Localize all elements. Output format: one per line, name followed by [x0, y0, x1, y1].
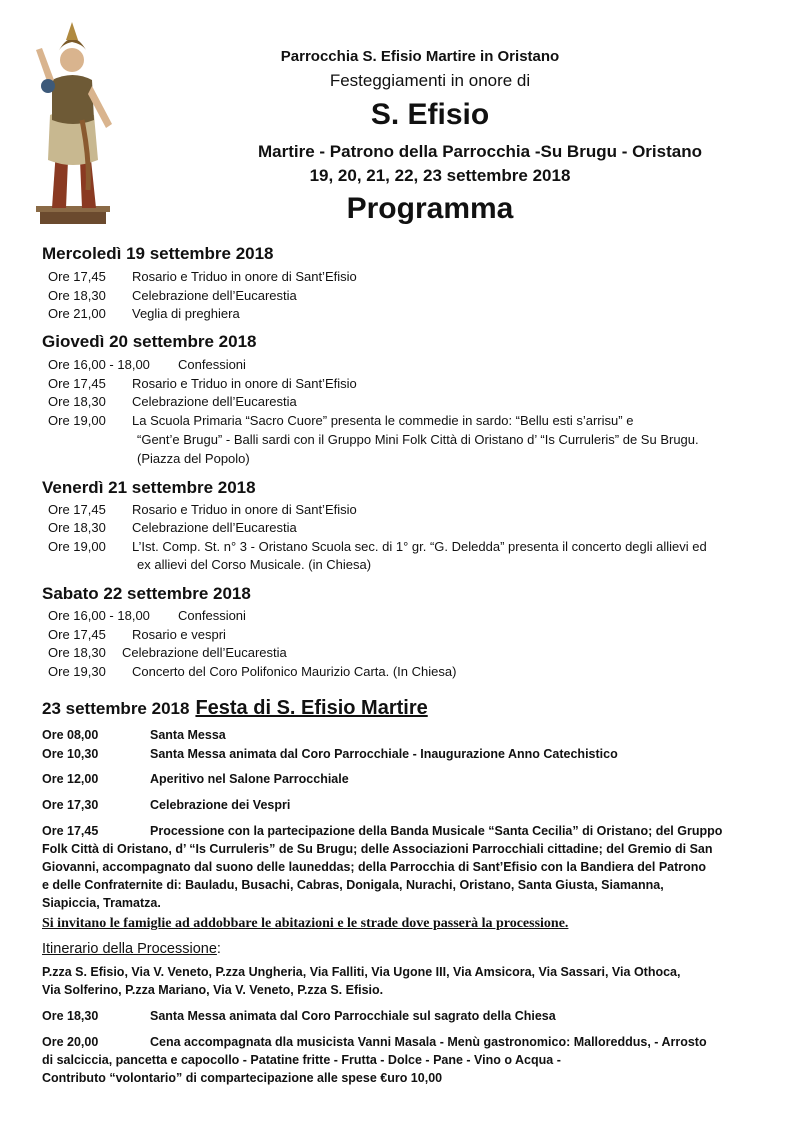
row-time: Ore 17,45 — [48, 627, 106, 642]
day-heading: Venerdì 21 settembre 2018 — [42, 478, 256, 497]
schedule-row — [48, 305, 240, 323]
row-description: Rosario e Triduo in onore di Sant’Efisio — [132, 376, 357, 391]
festival-dates: 19, 20, 21, 22, 23 settembre 2018 — [309, 166, 571, 185]
schedule-row — [48, 607, 246, 625]
row-continuation: “Gent’e Brugu” - Balli sardi con il Gruppo Mini Folk Città di Oristano d’ “Is Curruleris” de Su Brugu. — [137, 432, 699, 447]
program-title: Programma — [346, 192, 514, 225]
row-time: Ore 08,00 — [42, 728, 99, 742]
row-continuation: (Piazza del Popolo) — [137, 451, 250, 466]
procession-row — [42, 822, 722, 840]
row-time: Ore 18,30 — [48, 520, 106, 535]
schedule-row — [48, 538, 707, 556]
row-description: Confessioni — [178, 357, 246, 372]
schedule-row — [48, 626, 226, 644]
procession-line: Processione con la partecipazione della Banda Musicale “Santa Cecilia” di Oristano; del Gruppo — [150, 824, 723, 838]
row-time: Ore 17,45 — [48, 376, 106, 391]
itinerary-line: P.zza S. Efisio, Via V. Veneto, P.zza Ungheria, Via Falliti, Via Ugone III, Via Amsicora, Via Sassari, Via Othoca, — [42, 965, 681, 979]
row-time: Ore 10,30 — [42, 747, 99, 761]
row-time: Ore 17,45 — [42, 824, 99, 838]
row-time: Ore 17,45 — [48, 502, 106, 517]
saint-efisio-statue-image — [28, 20, 118, 225]
mass-row — [42, 1007, 556, 1025]
schedule-row — [48, 375, 357, 393]
saint-name: S. Efisio — [370, 98, 490, 131]
itinerary-heading — [42, 941, 221, 957]
festa-title: Festa di S. Efisio Martire — [195, 697, 428, 719]
row-description: Concerto del Coro Polifonico Maurizio Carta. (In Chiesa) — [132, 664, 457, 679]
schedule-row — [48, 644, 287, 662]
row-description: Rosario e Triduo in onore di Sant’Efisio — [132, 269, 357, 284]
row-continuation: ex allievi del Corso Musicale. (in Chiesa) — [137, 557, 372, 572]
row-time: Ore 21,00 — [48, 306, 106, 321]
schedule-row — [48, 356, 246, 374]
festivities-heading: Festeggiamenti in onore di — [329, 71, 531, 90]
row-description: Celebrazione dei Vespri — [150, 798, 291, 812]
dinner-line: di salciccia, pancetta e capocollo - Patatine fritte - Frutta - Dolce - Pane - Vino o Acqua - — [42, 1053, 561, 1067]
row-time: Ore 18,30 — [42, 1009, 99, 1023]
row-description: Celebrazione dell’Eucarestia — [132, 288, 297, 303]
row-time: Ore 19,00 — [48, 413, 106, 428]
martyr-subtitle: Martire - Patrono della Parrocchia -Su Brugu - Oristano — [258, 142, 702, 161]
schedule-row — [48, 393, 297, 411]
row-description: Santa Messa animata dal Coro Parrocchiale - Inaugurazione Anno Catechistico — [150, 747, 618, 761]
dinner-line: Contributo “volontario” di compartecipazione alle spese €uro 10,00 — [42, 1071, 443, 1085]
row-description: Rosario e vespri — [132, 627, 226, 642]
row-description: Celebrazione dell’Eucarestia — [132, 520, 297, 535]
row-time: Ore 16,00 - 18,00 — [48, 608, 150, 623]
schedule-row — [48, 287, 297, 305]
row-description: Santa Messa — [150, 728, 226, 742]
row-description: L’Ist. Comp. St. n° 3 - Oristano Scuola sec. di 1° gr. “G. Deledda” presenta il concerto degli allievi ed — [132, 539, 707, 554]
row-description: Celebrazione dell’Eucarestia — [122, 645, 287, 660]
row-description: Veglia di preghiera — [132, 306, 240, 321]
row-description: Celebrazione dell’Eucarestia — [132, 394, 297, 409]
row-time: Ore 17,30 — [42, 798, 99, 812]
row-time: Ore 18,30 — [48, 288, 106, 303]
day-heading: Giovedì 20 settembre 2018 — [42, 332, 257, 351]
row-time: Ore 12,00 — [42, 772, 99, 786]
row-time: Ore 19,00 — [48, 539, 106, 554]
row-description: Confessioni — [178, 608, 246, 623]
dinner-row — [42, 1033, 707, 1051]
dinner-line: Cena accompagnata dla musicista Vanni Masala - Menù gastronomico: Malloreddus, - Arrosto — [150, 1035, 707, 1049]
schedule-row — [48, 412, 633, 430]
row-description: Rosario e Triduo in onore di Sant’Efisio — [132, 502, 357, 517]
row-time: Ore 16,00 - 18,00 — [48, 357, 150, 372]
procession-line: Siapiccia, Tramatza. — [42, 896, 161, 910]
row-time: Ore 18,30 — [48, 394, 106, 409]
schedule-row — [48, 501, 357, 519]
festa-row — [42, 726, 226, 744]
festa-row — [42, 796, 290, 814]
itinerary-line: Via Solferino, P.zza Mariano, Via V. Veneto, P.zza S. Efisio. — [42, 983, 384, 997]
parish-name: Parrocchia S. Efisio Martire in Oristano — [280, 48, 560, 65]
row-time: Ore 18,30 — [48, 645, 106, 660]
schedule-row — [48, 268, 357, 286]
row-time: Ore 17,45 — [48, 269, 106, 284]
procession-line: Giovanni, accompagnato dal suono delle launeddas; della Parrocchia di Sant’Efisio con la Bandiera del Patrono — [42, 860, 707, 874]
row-time: Ore 20,00 — [42, 1035, 99, 1049]
row-description: Santa Messa animata dal Coro Parrocchiale sul sagrato della Chiesa — [150, 1009, 556, 1023]
schedule-row — [48, 519, 297, 537]
row-time: Ore 19,30 — [48, 664, 106, 679]
procession-line: e delle Confraternite di: Bauladu, Busachi, Cabras, Donigala, Nurachi, Oristano, Santa Giusta, Siamanna, — [42, 878, 664, 892]
schedule-row — [48, 663, 456, 681]
itinerary-label: Itinerario della Processione — [42, 941, 217, 957]
day-heading: Sabato 22 settembre 2018 — [42, 584, 251, 603]
row-description: Aperitivo nel Salone Parrocchiale — [150, 772, 349, 786]
festa-heading — [42, 697, 428, 720]
itinerary-colon: : — [216, 941, 221, 957]
row-description: La Scuola Primaria “Sacro Cuore” presenta le commedie in sardo: “Bellu esti s’arrisu” e — [132, 413, 634, 428]
festa-row — [42, 770, 349, 788]
procession-line: Folk Città di Oristano, d’ “Is Curruleris” de Su Brugu; delle Associazioni Parrocchiali cittadine; del Gremio di San — [42, 842, 713, 856]
festa-date: 23 settembre 2018 — [42, 699, 190, 718]
day-heading: Mercoledì 19 settembre 2018 — [42, 244, 274, 263]
festa-row — [42, 745, 618, 763]
decoration-notice: Si invitano le famiglie ad addobbare le abitazioni e le strade dove passerà la processione. — [42, 916, 569, 931]
